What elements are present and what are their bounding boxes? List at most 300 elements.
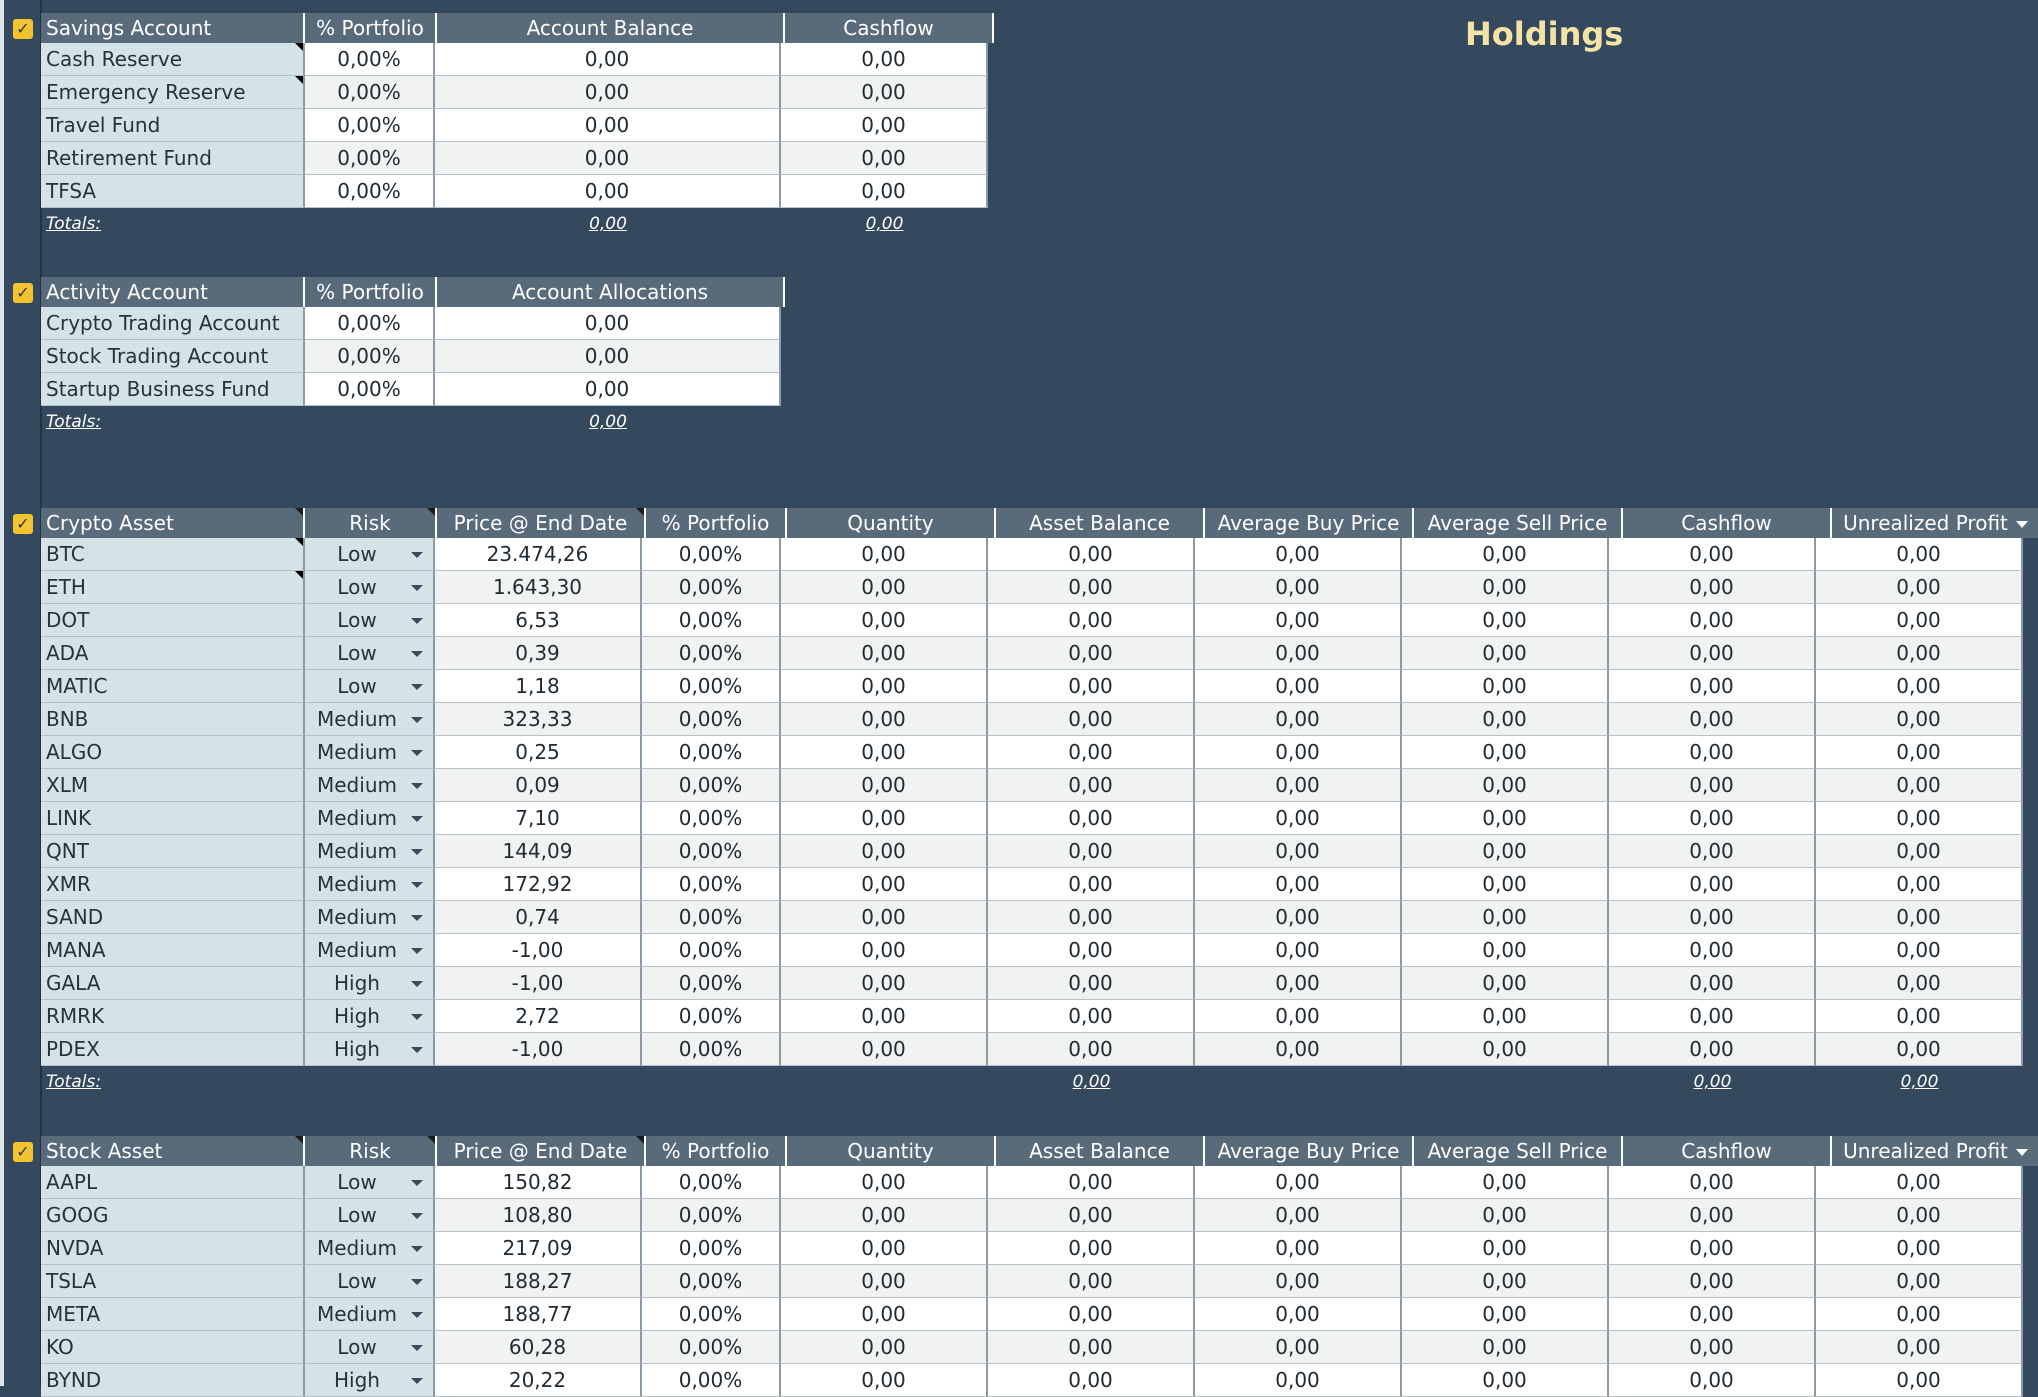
savings-account-name[interactable]: Emergency Reserve: [41, 76, 305, 109]
crypto-pct-portfolio[interactable]: 0,00%: [642, 703, 781, 736]
crypto-avg-sell-price[interactable]: 0,00: [1402, 736, 1609, 769]
crypto-asset-balance[interactable]: 0,00: [988, 868, 1195, 901]
crypto-avg-buy-price[interactable]: 0,00: [1195, 802, 1402, 835]
savings-cashflow[interactable]: 0,00: [781, 109, 988, 142]
crypto-avg-buy-price[interactable]: 0,00: [1195, 769, 1402, 802]
crypto-price-end-date[interactable]: -1,00: [435, 967, 642, 1000]
crypto-cashflow[interactable]: 0,00: [1609, 703, 1816, 736]
crypto-total-unrealized[interactable]: 0,00: [1900, 1072, 1939, 1092]
savings-total-balance[interactable]: 0,00: [589, 214, 627, 234]
dropdown-arrow-icon[interactable]: [411, 1378, 423, 1384]
crypto-avg-buy-price[interactable]: 0,00: [1195, 835, 1402, 868]
stock-avg-sell-price[interactable]: 0,00: [1402, 1199, 1609, 1232]
crypto-avg-buy-price[interactable]: 0,00: [1195, 670, 1402, 703]
crypto-risk-select[interactable]: [305, 934, 435, 967]
crypto-asset-balance[interactable]: 0,00: [988, 1033, 1195, 1066]
stock-header-asset-balance[interactable]: Asset Balance: [996, 1136, 1205, 1166]
crypto-cashflow[interactable]: 0,00: [1609, 1000, 1816, 1033]
crypto-unrealized-profit[interactable]: 0,00: [1816, 802, 2023, 835]
crypto-cashflow[interactable]: 0,00: [1609, 736, 1816, 769]
crypto-price-end-date[interactable]: 23.474,26: [435, 538, 642, 571]
stock-risk-select[interactable]: [305, 1298, 435, 1331]
crypto-price-end-date[interactable]: 172,92: [435, 868, 642, 901]
crypto-unrealized-profit[interactable]: 0,00: [1816, 967, 2023, 1000]
stock-header-avg-buy-price[interactable]: Average Buy Price: [1205, 1136, 1414, 1166]
stock-price-end-date[interactable]: 150,82: [435, 1166, 642, 1199]
stock-asset-name[interactable]: NVDA: [41, 1232, 305, 1265]
crypto-asset-name[interactable]: SAND: [41, 901, 305, 934]
activity-alloc[interactable]: 0,00: [435, 307, 781, 340]
crypto-quantity[interactable]: 0,00: [781, 1000, 988, 1033]
stock-cashflow[interactable]: 0,00: [1609, 1265, 1816, 1298]
crypto-header-asset-name[interactable]: Crypto Asset: [41, 508, 305, 538]
savings-checkbox[interactable]: ✓: [13, 19, 33, 39]
crypto-pct-portfolio[interactable]: 0,00%: [642, 901, 781, 934]
crypto-price-end-date[interactable]: 1.643,30: [435, 571, 642, 604]
crypto-avg-sell-price[interactable]: 0,00: [1402, 637, 1609, 670]
activity-account-name[interactable]: Startup Business Fund: [41, 373, 305, 406]
stock-avg-sell-price[interactable]: 0,00: [1402, 1364, 1609, 1397]
dropdown-arrow-icon[interactable]: [411, 1180, 423, 1186]
crypto-asset-balance[interactable]: 0,00: [988, 802, 1195, 835]
crypto-asset-name[interactable]: BTC: [41, 538, 305, 571]
crypto-pct-portfolio[interactable]: 0,00%: [642, 1000, 781, 1033]
crypto-asset-name[interactable]: XMR: [41, 868, 305, 901]
crypto-asset-name[interactable]: MATIC: [41, 670, 305, 703]
crypto-unrealized-profit[interactable]: 0,00: [1816, 604, 2023, 637]
crypto-header-avg-sell-price[interactable]: Average Sell Price: [1414, 508, 1623, 538]
stock-asset-balance[interactable]: 0,00: [988, 1265, 1195, 1298]
crypto-unrealized-profit[interactable]: 0,00: [1816, 736, 2023, 769]
activity-header-alloc[interactable]: Account Allocations: [437, 277, 785, 307]
crypto-total-cashflow[interactable]: 0,00: [1693, 1072, 1732, 1092]
dropdown-arrow-icon[interactable]: [411, 651, 423, 657]
stock-avg-buy-price[interactable]: 0,00: [1195, 1298, 1402, 1331]
crypto-risk-select[interactable]: [305, 637, 435, 670]
savings-cashflow[interactable]: 0,00: [781, 175, 988, 208]
crypto-avg-sell-price[interactable]: 0,00: [1402, 1000, 1609, 1033]
crypto-avg-buy-price[interactable]: 0,00: [1195, 967, 1402, 1000]
crypto-avg-sell-price[interactable]: 0,00: [1402, 934, 1609, 967]
crypto-asset-name[interactable]: ADA: [41, 637, 305, 670]
stock-pct-portfolio[interactable]: 0,00%: [642, 1364, 781, 1397]
crypto-asset-balance[interactable]: 0,00: [988, 604, 1195, 637]
stock-avg-buy-price[interactable]: 0,00: [1195, 1265, 1402, 1298]
stock-header-quantity[interactable]: Quantity: [787, 1136, 996, 1166]
crypto-quantity[interactable]: 0,00: [781, 835, 988, 868]
crypto-avg-sell-price[interactable]: 0,00: [1402, 604, 1609, 637]
crypto-cashflow[interactable]: 0,00: [1609, 967, 1816, 1000]
stock-cashflow[interactable]: 0,00: [1609, 1298, 1816, 1331]
crypto-risk-select[interactable]: [305, 571, 435, 604]
stock-risk-select[interactable]: [305, 1265, 435, 1298]
dropdown-arrow-icon[interactable]: [411, 585, 423, 591]
crypto-quantity[interactable]: 0,00: [781, 703, 988, 736]
stock-asset-balance[interactable]: 0,00: [988, 1331, 1195, 1364]
crypto-unrealized-profit[interactable]: 0,00: [1816, 868, 2023, 901]
savings-account-name[interactable]: Cash Reserve: [41, 43, 305, 76]
stock-cashflow[interactable]: 0,00: [1609, 1232, 1816, 1265]
savings-header-balance[interactable]: Account Balance: [437, 13, 785, 43]
stock-checkbox[interactable]: ✓: [13, 1142, 33, 1162]
stock-quantity[interactable]: 0,00: [781, 1265, 988, 1298]
stock-avg-sell-price[interactable]: 0,00: [1402, 1331, 1609, 1364]
crypto-unrealized-profit[interactable]: 0,00: [1816, 835, 2023, 868]
stock-unrealized-profit[interactable]: 0,00: [1816, 1232, 2023, 1265]
crypto-cashflow[interactable]: 0,00: [1609, 868, 1816, 901]
savings-account-name[interactable]: Travel Fund: [41, 109, 305, 142]
crypto-header-asset-balance[interactable]: Asset Balance: [996, 508, 1205, 538]
crypto-avg-buy-price[interactable]: 0,00: [1195, 1033, 1402, 1066]
crypto-price-end-date[interactable]: 0,25: [435, 736, 642, 769]
stock-asset-balance[interactable]: 0,00: [988, 1199, 1195, 1232]
crypto-quantity[interactable]: 0,00: [781, 802, 988, 835]
crypto-avg-sell-price[interactable]: 0,00: [1402, 769, 1609, 802]
dropdown-arrow-icon[interactable]: [411, 816, 423, 822]
stock-avg-sell-price[interactable]: 0,00: [1402, 1298, 1609, 1331]
crypto-risk-select[interactable]: [305, 670, 435, 703]
activity-account-name[interactable]: Stock Trading Account: [41, 340, 305, 373]
activity-pct[interactable]: 0,00%: [305, 340, 435, 373]
crypto-price-end-date[interactable]: 2,72: [435, 1000, 642, 1033]
savings-header-pct[interactable]: % Portfolio: [305, 13, 437, 43]
crypto-risk-select[interactable]: [305, 901, 435, 934]
dropdown-arrow-icon[interactable]: [411, 1213, 423, 1219]
crypto-quantity[interactable]: 0,00: [781, 637, 988, 670]
savings-pct[interactable]: 0,00%: [305, 109, 435, 142]
crypto-asset-name[interactable]: ALGO: [41, 736, 305, 769]
stock-risk-select[interactable]: [305, 1199, 435, 1232]
crypto-pct-portfolio[interactable]: 0,00%: [642, 1033, 781, 1066]
stock-pct-portfolio[interactable]: 0,00%: [642, 1265, 781, 1298]
stock-risk-select[interactable]: [305, 1331, 435, 1364]
stock-header-price-end-date[interactable]: Price @ End Date: [437, 1136, 646, 1166]
crypto-price-end-date[interactable]: 323,33: [435, 703, 642, 736]
crypto-avg-sell-price[interactable]: 0,00: [1402, 868, 1609, 901]
dropdown-arrow-icon[interactable]: [411, 1345, 423, 1351]
stock-cashflow[interactable]: 0,00: [1609, 1166, 1816, 1199]
crypto-quantity[interactable]: 0,00: [781, 538, 988, 571]
crypto-pct-portfolio[interactable]: 0,00%: [642, 670, 781, 703]
dropdown-arrow-icon[interactable]: [411, 1246, 423, 1252]
filter-arrow-icon[interactable]: [2016, 521, 2028, 528]
dropdown-arrow-icon[interactable]: [411, 684, 423, 690]
stock-quantity[interactable]: 0,00: [781, 1232, 988, 1265]
stock-quantity[interactable]: 0,00: [781, 1298, 988, 1331]
stock-pct-portfolio[interactable]: 0,00%: [642, 1232, 781, 1265]
savings-header-cashflow[interactable]: Cashflow: [785, 13, 994, 43]
stock-price-end-date[interactable]: 188,77: [435, 1298, 642, 1331]
stock-avg-buy-price[interactable]: 0,00: [1195, 1331, 1402, 1364]
crypto-price-end-date[interactable]: -1,00: [435, 1033, 642, 1066]
crypto-pct-portfolio[interactable]: 0,00%: [642, 934, 781, 967]
crypto-avg-buy-price[interactable]: 0,00: [1195, 868, 1402, 901]
crypto-cashflow[interactable]: 0,00: [1609, 571, 1816, 604]
crypto-avg-buy-price[interactable]: 0,00: [1195, 604, 1402, 637]
stock-risk-select[interactable]: [305, 1166, 435, 1199]
savings-cashflow[interactable]: 0,00: [781, 43, 988, 76]
dropdown-arrow-icon[interactable]: [411, 552, 423, 558]
stock-avg-buy-price[interactable]: 0,00: [1195, 1364, 1402, 1397]
crypto-risk-select[interactable]: [305, 703, 435, 736]
stock-unrealized-profit[interactable]: 0,00: [1816, 1298, 2023, 1331]
stock-avg-buy-price[interactable]: 0,00: [1195, 1232, 1402, 1265]
crypto-avg-buy-price[interactable]: 0,00: [1195, 1000, 1402, 1033]
activity-header-name[interactable]: Activity Account: [41, 277, 305, 307]
crypto-price-end-date[interactable]: -1,00: [435, 934, 642, 967]
crypto-quantity[interactable]: 0,00: [781, 769, 988, 802]
activity-alloc[interactable]: 0,00: [435, 373, 781, 406]
dropdown-arrow-icon[interactable]: [411, 1279, 423, 1285]
crypto-price-end-date[interactable]: 7,10: [435, 802, 642, 835]
stock-unrealized-profit[interactable]: 0,00: [1816, 1364, 2023, 1397]
crypto-pct-portfolio[interactable]: 0,00%: [642, 835, 781, 868]
crypto-asset-balance[interactable]: 0,00: [988, 1000, 1195, 1033]
dropdown-arrow-icon[interactable]: [411, 948, 423, 954]
crypto-asset-balance[interactable]: 0,00: [988, 571, 1195, 604]
stock-cashflow[interactable]: 0,00: [1609, 1331, 1816, 1364]
activity-account-name[interactable]: Crypto Trading Account: [41, 307, 305, 340]
crypto-pct-portfolio[interactable]: 0,00%: [642, 736, 781, 769]
crypto-asset-balance[interactable]: 0,00: [988, 835, 1195, 868]
crypto-cashflow[interactable]: 0,00: [1609, 538, 1816, 571]
crypto-pct-portfolio[interactable]: 0,00%: [642, 868, 781, 901]
activity-pct[interactable]: 0,00%: [305, 307, 435, 340]
crypto-price-end-date[interactable]: 6,53: [435, 604, 642, 637]
filter-arrow-icon[interactable]: [2016, 1149, 2028, 1156]
crypto-avg-sell-price[interactable]: 0,00: [1402, 901, 1609, 934]
stock-unrealized-profit[interactable]: 0,00: [1816, 1166, 2023, 1199]
savings-header-name[interactable]: Savings Account: [41, 13, 305, 43]
savings-pct[interactable]: 0,00%: [305, 142, 435, 175]
crypto-quantity[interactable]: 0,00: [781, 604, 988, 637]
crypto-asset-balance[interactable]: 0,00: [988, 967, 1195, 1000]
crypto-header-pct-portfolio[interactable]: % Portfolio: [646, 508, 787, 538]
crypto-asset-balance[interactable]: 0,00: [988, 901, 1195, 934]
savings-pct[interactable]: 0,00%: [305, 76, 435, 109]
savings-account-name[interactable]: Retirement Fund: [41, 142, 305, 175]
stock-unrealized-profit[interactable]: 0,00: [1816, 1199, 2023, 1232]
stock-price-end-date[interactable]: 60,28: [435, 1331, 642, 1364]
crypto-risk-select[interactable]: [305, 769, 435, 802]
crypto-risk-select[interactable]: [305, 736, 435, 769]
crypto-avg-sell-price[interactable]: 0,00: [1402, 538, 1609, 571]
crypto-risk-select[interactable]: [305, 868, 435, 901]
stock-unrealized-profit[interactable]: 0,00: [1816, 1265, 2023, 1298]
crypto-unrealized-profit[interactable]: 0,00: [1816, 1033, 2023, 1066]
stock-header-cashflow[interactable]: Cashflow: [1623, 1136, 1832, 1166]
crypto-unrealized-profit[interactable]: 0,00: [1816, 670, 2023, 703]
crypto-asset-balance[interactable]: 0,00: [988, 769, 1195, 802]
crypto-risk-select[interactable]: [305, 835, 435, 868]
crypto-asset-name[interactable]: XLM: [41, 769, 305, 802]
stock-pct-portfolio[interactable]: 0,00%: [642, 1331, 781, 1364]
savings-cashflow[interactable]: 0,00: [781, 76, 988, 109]
stock-avg-sell-price[interactable]: 0,00: [1402, 1232, 1609, 1265]
crypto-risk-select[interactable]: [305, 538, 435, 571]
crypto-cashflow[interactable]: 0,00: [1609, 901, 1816, 934]
crypto-quantity[interactable]: 0,00: [781, 934, 988, 967]
crypto-avg-buy-price[interactable]: 0,00: [1195, 703, 1402, 736]
crypto-asset-balance[interactable]: 0,00: [988, 538, 1195, 571]
crypto-avg-sell-price[interactable]: 0,00: [1402, 703, 1609, 736]
crypto-pct-portfolio[interactable]: 0,00%: [642, 571, 781, 604]
stock-header-asset-name[interactable]: Stock Asset: [41, 1136, 305, 1166]
crypto-header-quantity[interactable]: Quantity: [787, 508, 996, 538]
crypto-risk-select[interactable]: [305, 1000, 435, 1033]
stock-pct-portfolio[interactable]: 0,00%: [642, 1199, 781, 1232]
crypto-price-end-date[interactable]: 0,39: [435, 637, 642, 670]
crypto-risk-select[interactable]: [305, 967, 435, 1000]
crypto-unrealized-profit[interactable]: 0,00: [1816, 934, 2023, 967]
crypto-unrealized-profit[interactable]: 0,00: [1816, 769, 2023, 802]
stock-price-end-date[interactable]: 188,27: [435, 1265, 642, 1298]
crypto-cashflow[interactable]: 0,00: [1609, 835, 1816, 868]
dropdown-arrow-icon[interactable]: [411, 915, 423, 921]
crypto-unrealized-profit[interactable]: 0,00: [1816, 703, 2023, 736]
dropdown-arrow-icon[interactable]: [411, 1312, 423, 1318]
stock-asset-name[interactable]: BYND: [41, 1364, 305, 1397]
crypto-header-avg-buy-price[interactable]: Average Buy Price: [1205, 508, 1414, 538]
crypto-pct-portfolio[interactable]: 0,00%: [642, 538, 781, 571]
crypto-quantity[interactable]: 0,00: [781, 1033, 988, 1066]
crypto-risk-select[interactable]: [305, 604, 435, 637]
dropdown-arrow-icon[interactable]: [411, 882, 423, 888]
stock-cashflow[interactable]: 0,00: [1609, 1364, 1816, 1397]
stock-cashflow[interactable]: 0,00: [1609, 1199, 1816, 1232]
stock-header-avg-sell-price[interactable]: Average Sell Price: [1414, 1136, 1623, 1166]
crypto-asset-name[interactable]: DOT: [41, 604, 305, 637]
crypto-unrealized-profit[interactable]: 0,00: [1816, 1000, 2023, 1033]
crypto-cashflow[interactable]: 0,00: [1609, 934, 1816, 967]
crypto-quantity[interactable]: 0,00: [781, 736, 988, 769]
crypto-avg-buy-price[interactable]: 0,00: [1195, 538, 1402, 571]
crypto-pct-portfolio[interactable]: 0,00%: [642, 769, 781, 802]
crypto-quantity[interactable]: 0,00: [781, 670, 988, 703]
crypto-asset-name[interactable]: MANA: [41, 934, 305, 967]
stock-price-end-date[interactable]: 108,80: [435, 1199, 642, 1232]
crypto-asset-name[interactable]: LINK: [41, 802, 305, 835]
stock-asset-balance[interactable]: 0,00: [988, 1232, 1195, 1265]
stock-avg-buy-price[interactable]: 0,00: [1195, 1166, 1402, 1199]
crypto-asset-name[interactable]: PDEX: [41, 1033, 305, 1066]
crypto-avg-sell-price[interactable]: 0,00: [1402, 571, 1609, 604]
savings-balance[interactable]: 0,00: [435, 142, 781, 175]
stock-quantity[interactable]: 0,00: [781, 1331, 988, 1364]
activity-header-pct[interactable]: % Portfolio: [305, 277, 437, 307]
savings-pct[interactable]: 0,00%: [305, 43, 435, 76]
stock-asset-name[interactable]: KO: [41, 1331, 305, 1364]
crypto-unrealized-profit[interactable]: 0,00: [1816, 637, 2023, 670]
stock-asset-name[interactable]: TSLA: [41, 1265, 305, 1298]
crypto-asset-balance[interactable]: 0,00: [988, 934, 1195, 967]
stock-header-pct-portfolio[interactable]: % Portfolio: [646, 1136, 787, 1166]
stock-pct-portfolio[interactable]: 0,00%: [642, 1298, 781, 1331]
stock-asset-name[interactable]: AAPL: [41, 1166, 305, 1199]
crypto-quantity[interactable]: 0,00: [781, 571, 988, 604]
stock-asset-balance[interactable]: 0,00: [988, 1298, 1195, 1331]
dropdown-arrow-icon[interactable]: [411, 750, 423, 756]
stock-asset-balance[interactable]: 0,00: [988, 1364, 1195, 1397]
stock-risk-select[interactable]: [305, 1232, 435, 1265]
dropdown-arrow-icon[interactable]: [411, 981, 423, 987]
crypto-avg-sell-price[interactable]: 0,00: [1402, 802, 1609, 835]
crypto-avg-buy-price[interactable]: 0,00: [1195, 736, 1402, 769]
crypto-pct-portfolio[interactable]: 0,00%: [642, 967, 781, 1000]
stock-avg-sell-price[interactable]: 0,00: [1402, 1166, 1609, 1199]
savings-balance[interactable]: 0,00: [435, 43, 781, 76]
crypto-risk-select[interactable]: [305, 1033, 435, 1066]
activity-checkbox[interactable]: ✓: [13, 283, 33, 303]
stock-pct-portfolio[interactable]: 0,00%: [642, 1166, 781, 1199]
stock-quantity[interactable]: 0,00: [781, 1199, 988, 1232]
crypto-header-cashflow[interactable]: Cashflow: [1623, 508, 1832, 538]
savings-pct[interactable]: 0,00%: [305, 175, 435, 208]
crypto-avg-sell-price[interactable]: 0,00: [1402, 835, 1609, 868]
stock-quantity[interactable]: 0,00: [781, 1166, 988, 1199]
stock-quantity[interactable]: 0,00: [781, 1364, 988, 1397]
crypto-pct-portfolio[interactable]: 0,00%: [642, 604, 781, 637]
crypto-quantity[interactable]: 0,00: [781, 967, 988, 1000]
crypto-price-end-date[interactable]: 1,18: [435, 670, 642, 703]
crypto-avg-buy-price[interactable]: 0,00: [1195, 637, 1402, 670]
savings-total-cashflow[interactable]: 0,00: [865, 214, 904, 234]
dropdown-arrow-icon[interactable]: [411, 1047, 423, 1053]
dropdown-arrow-icon[interactable]: [411, 849, 423, 855]
crypto-risk-select[interactable]: [305, 802, 435, 835]
crypto-quantity[interactable]: 0,00: [781, 901, 988, 934]
savings-account-name[interactable]: TFSA: [41, 175, 305, 208]
crypto-asset-balance[interactable]: 0,00: [988, 670, 1195, 703]
crypto-asset-balance[interactable]: 0,00: [988, 637, 1195, 670]
crypto-cashflow[interactable]: 0,00: [1609, 604, 1816, 637]
savings-cashflow[interactable]: 0,00: [781, 142, 988, 175]
dropdown-arrow-icon[interactable]: [411, 1014, 423, 1020]
activity-total-alloc[interactable]: 0,00: [589, 412, 627, 432]
crypto-quantity[interactable]: 0,00: [781, 868, 988, 901]
crypto-unrealized-profit[interactable]: 0,00: [1816, 901, 2023, 934]
crypto-checkbox[interactable]: ✓: [13, 514, 33, 534]
crypto-header-unrealized-profit[interactable]: Unrealized Profit: [1832, 508, 2038, 538]
crypto-header-risk-select[interactable]: Risk: [305, 508, 437, 538]
crypto-avg-sell-price[interactable]: 0,00: [1402, 670, 1609, 703]
stock-unrealized-profit[interactable]: 0,00: [1816, 1331, 2023, 1364]
crypto-cashflow[interactable]: 0,00: [1609, 802, 1816, 835]
crypto-asset-name[interactable]: QNT: [41, 835, 305, 868]
crypto-avg-buy-price[interactable]: 0,00: [1195, 934, 1402, 967]
dropdown-arrow-icon[interactable]: [411, 618, 423, 624]
crypto-cashflow[interactable]: 0,00: [1609, 1033, 1816, 1066]
crypto-avg-buy-price[interactable]: 0,00: [1195, 901, 1402, 934]
crypto-header-price-end-date[interactable]: Price @ End Date: [437, 508, 646, 538]
savings-balance[interactable]: 0,00: [435, 109, 781, 142]
crypto-avg-sell-price[interactable]: 0,00: [1402, 1033, 1609, 1066]
crypto-price-end-date[interactable]: 144,09: [435, 835, 642, 868]
crypto-asset-name[interactable]: GALA: [41, 967, 305, 1000]
dropdown-arrow-icon[interactable]: [411, 717, 423, 723]
stock-header-unrealized-profit[interactable]: Unrealized Profit: [1832, 1136, 2038, 1166]
stock-avg-buy-price[interactable]: 0,00: [1195, 1199, 1402, 1232]
crypto-pct-portfolio[interactable]: 0,00%: [642, 637, 781, 670]
crypto-asset-name[interactable]: BNB: [41, 703, 305, 736]
stock-risk-select[interactable]: [305, 1364, 435, 1397]
stock-price-end-date[interactable]: 20,22: [435, 1364, 642, 1397]
stock-price-end-date[interactable]: 217,09: [435, 1232, 642, 1265]
crypto-cashflow[interactable]: 0,00: [1609, 637, 1816, 670]
crypto-pct-portfolio[interactable]: 0,00%: [642, 802, 781, 835]
stock-header-risk-select[interactable]: Risk: [305, 1136, 437, 1166]
crypto-price-end-date[interactable]: 0,74: [435, 901, 642, 934]
